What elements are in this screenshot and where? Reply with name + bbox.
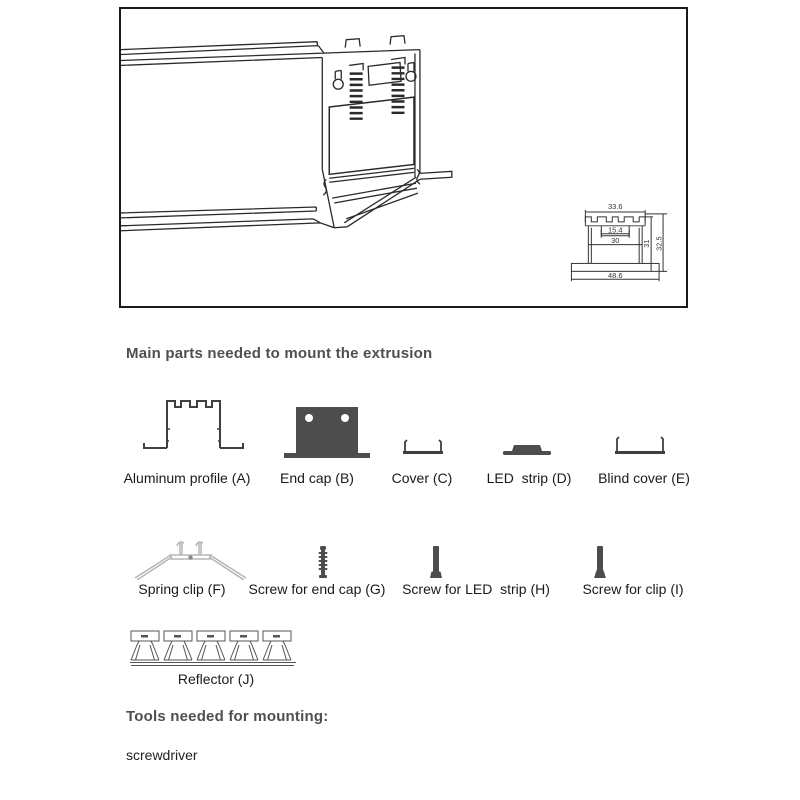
screw-clip-icon: [592, 545, 608, 579]
tools-heading: Tools needed for mounting:: [126, 708, 329, 725]
dimension-label-height-inner: 31: [642, 239, 652, 248]
part-label-cover: Cover (C): [391, 470, 453, 486]
perspective-view: [121, 36, 452, 231]
reflector-icon: [130, 628, 296, 670]
extrusion-drawing-svg: [121, 9, 686, 306]
main-parts-heading: Main parts needed to mount the extrusion: [126, 345, 433, 362]
part-label-screw-clip: Screw for clip (I): [582, 581, 684, 597]
screw-end-cap-icon: [317, 546, 329, 578]
cross-section-view: [571, 202, 667, 281]
part-label-blind-cover: Blind cover (E): [598, 470, 690, 486]
cover-icon: [401, 438, 445, 455]
tool-item-screwdriver: screwdriver: [126, 747, 198, 763]
part-label-end-cap: End cap (B): [280, 470, 354, 486]
part-label-reflector: Reflector (J): [177, 671, 255, 687]
dimension-label-height-total: 32.5: [654, 236, 664, 251]
spring-clip-icon: [133, 538, 248, 580]
part-label-led-strip: LED strip (D): [486, 470, 572, 486]
blind-cover-icon: [612, 435, 668, 455]
technical-drawing-frame: [119, 7, 688, 308]
part-label-screw-led-strip: Screw for LED strip (H): [402, 581, 550, 597]
screw-led-strip-icon: [428, 545, 444, 579]
dimension-label-top-width: 33.6: [607, 202, 623, 211]
part-label-aluminum-profile: Aluminum profile (A): [123, 470, 251, 486]
part-label-screw-end-cap: Screw for end cap (G): [248, 581, 386, 597]
reflector-cell: [131, 631, 159, 660]
dimension-label-bottom-width: 48.6: [607, 270, 623, 280]
part-label-spring-clip: Spring clip (F): [138, 581, 226, 597]
led-strip-icon: [503, 442, 551, 455]
dimension-label-cover-width: 30: [611, 236, 620, 246]
coil-spring-icons: [349, 58, 405, 120]
dimension-label-slot-width: 15.4: [607, 225, 623, 235]
end-cap-icon: [282, 405, 372, 458]
aluminum-profile-icon: [140, 397, 247, 460]
